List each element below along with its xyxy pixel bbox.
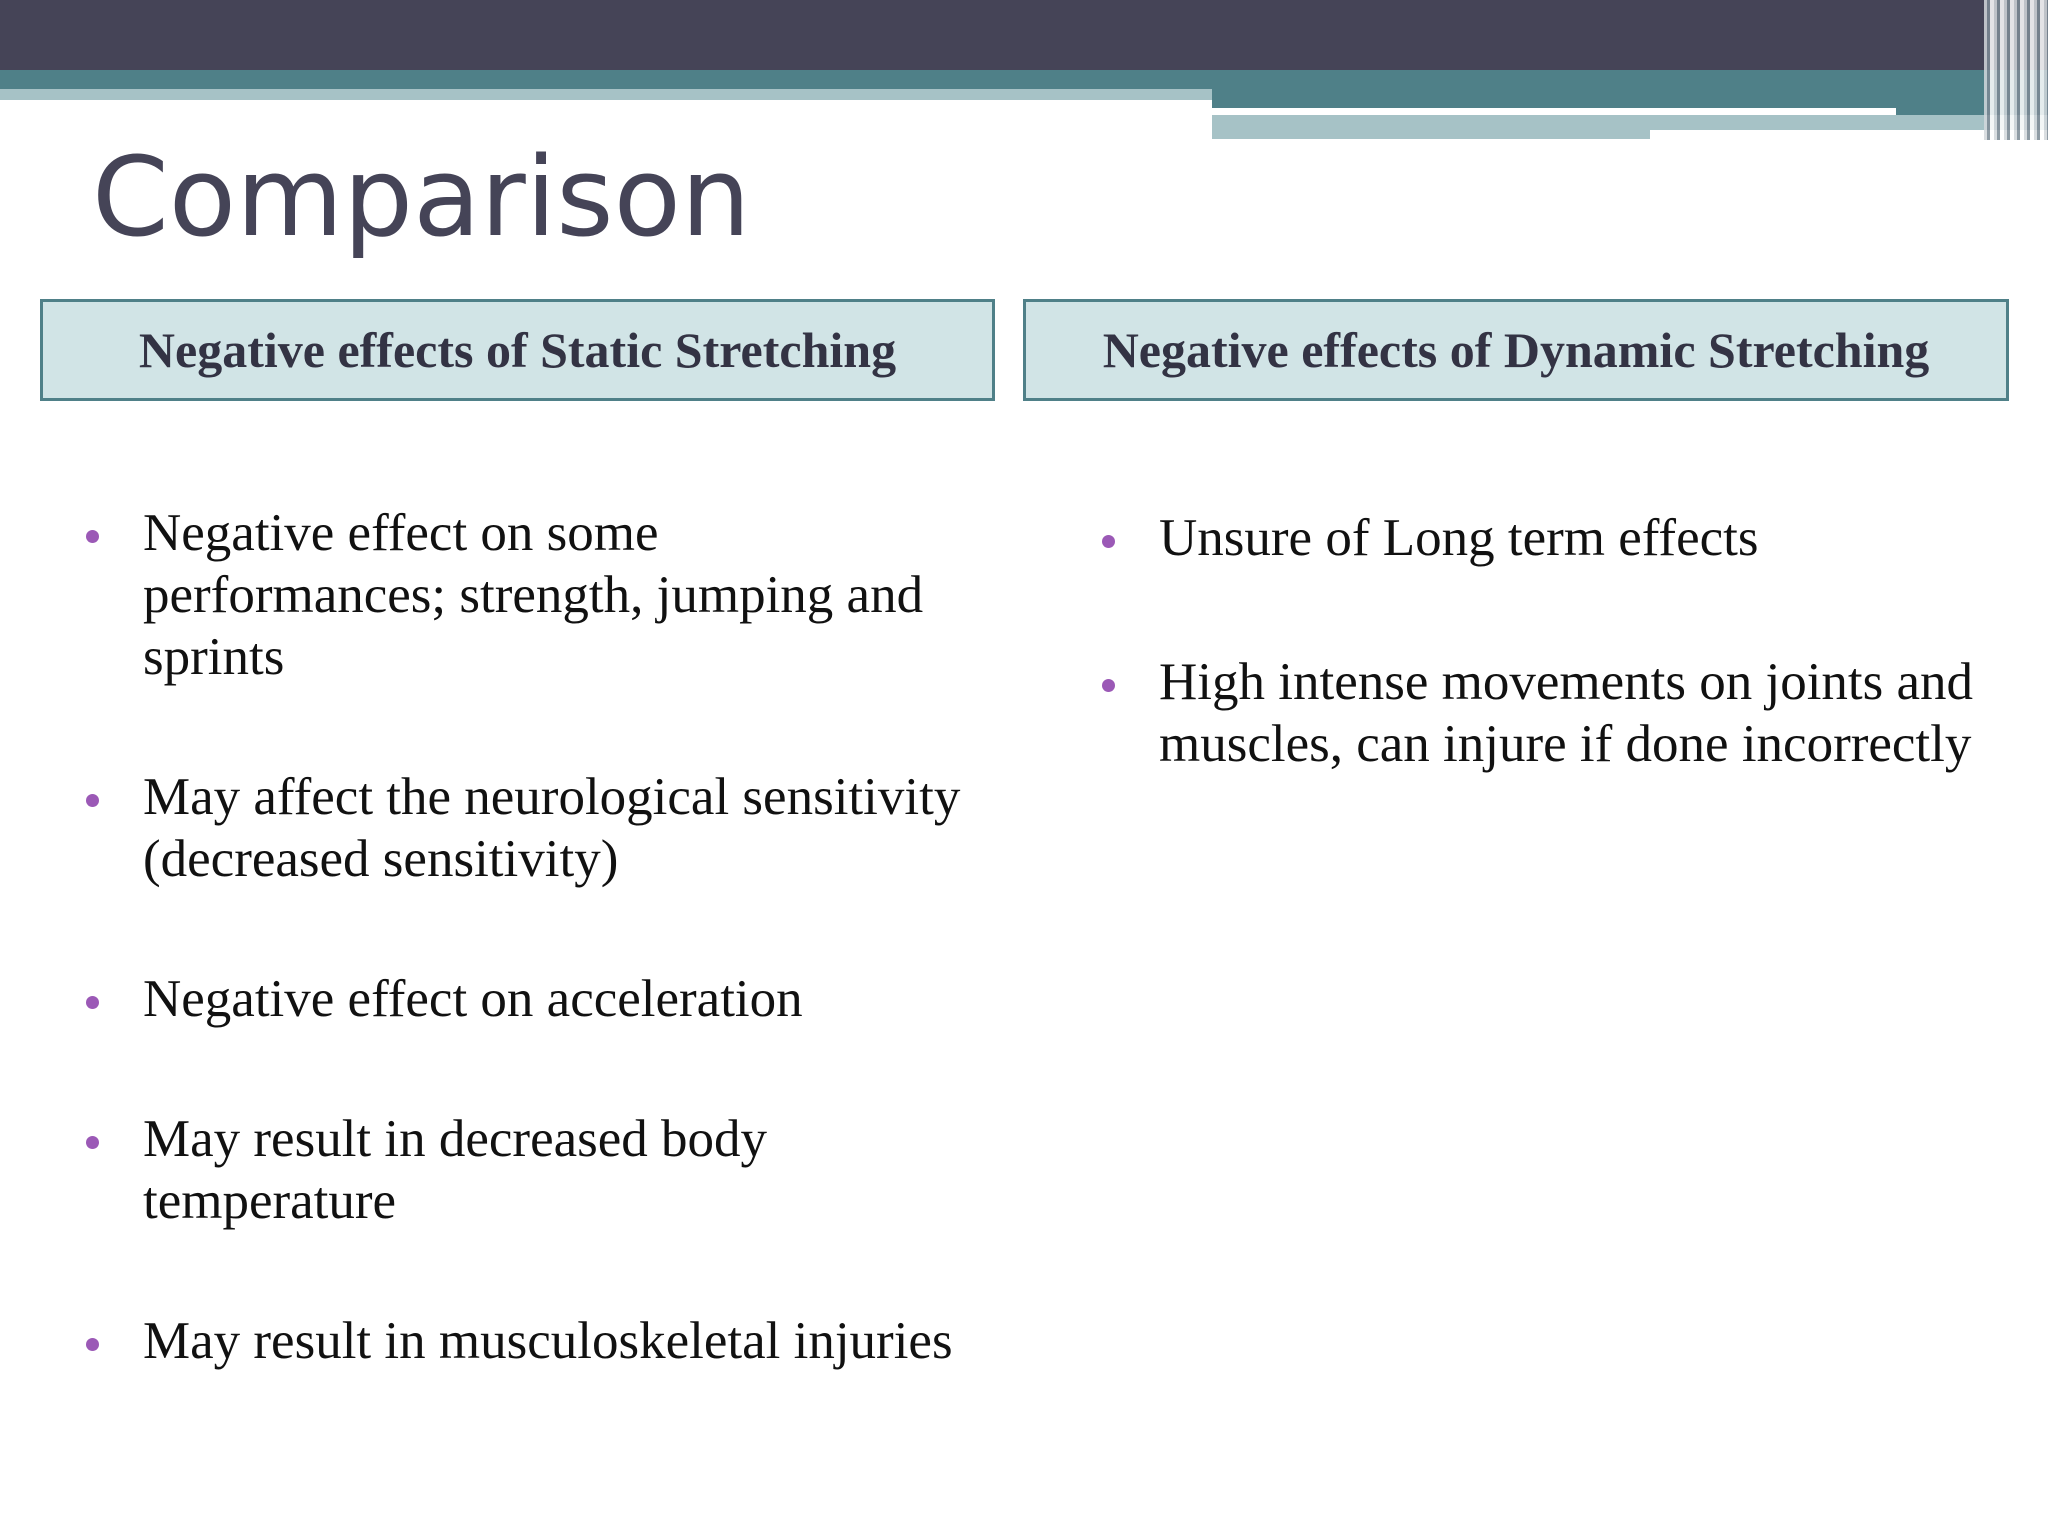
static-stretching-header: Negative effects of Static Stretching xyxy=(40,299,995,401)
list-item xyxy=(86,968,966,1030)
list-item-text: Unsure of Long term effects xyxy=(1159,509,1759,567)
list-item-text: High intense movements on joints and muscles, can injure if done incorrectly xyxy=(1159,653,1974,773)
bullet-dot-icon xyxy=(86,1136,99,1149)
static-stretching-list xyxy=(86,502,966,1450)
list-item xyxy=(86,766,966,890)
bullet-dot-icon xyxy=(86,530,99,543)
dynamic-stretching-list xyxy=(1102,507,1982,857)
list-item-text: Negative effect on some performances; strength, jumping and sprints xyxy=(143,504,924,686)
list-item-text: May affect the neurological sensitivity (decreased sensitivity) xyxy=(143,768,961,888)
bullet-dot-icon xyxy=(1102,679,1115,692)
list-item xyxy=(86,1310,966,1372)
list-item xyxy=(86,502,966,688)
dynamic-stretching-header: Negative effects of Dynamic Stretching xyxy=(1023,299,2009,401)
top-banner-dark xyxy=(0,0,2048,70)
list-item-text: May result in musculoskeletal injuries xyxy=(143,1312,953,1370)
decorative-stripes xyxy=(1984,0,2048,140)
top-banner-teal xyxy=(0,70,2048,91)
bullet-dot-icon xyxy=(86,794,99,807)
list-item-text: Negative effect on acceleration xyxy=(143,970,803,1028)
list-item xyxy=(1102,507,1982,569)
bullet-dot-icon xyxy=(1102,535,1115,548)
top-banner-light xyxy=(0,89,1212,100)
slide-title: Comparison xyxy=(92,133,751,261)
list-item xyxy=(1102,651,1982,775)
bullet-dot-icon xyxy=(86,996,99,1009)
banner-step-line xyxy=(1212,108,1896,115)
bullet-dot-icon xyxy=(86,1338,99,1351)
list-item-text: May result in decreased body temperature xyxy=(143,1110,768,1230)
list-item xyxy=(86,1108,966,1232)
